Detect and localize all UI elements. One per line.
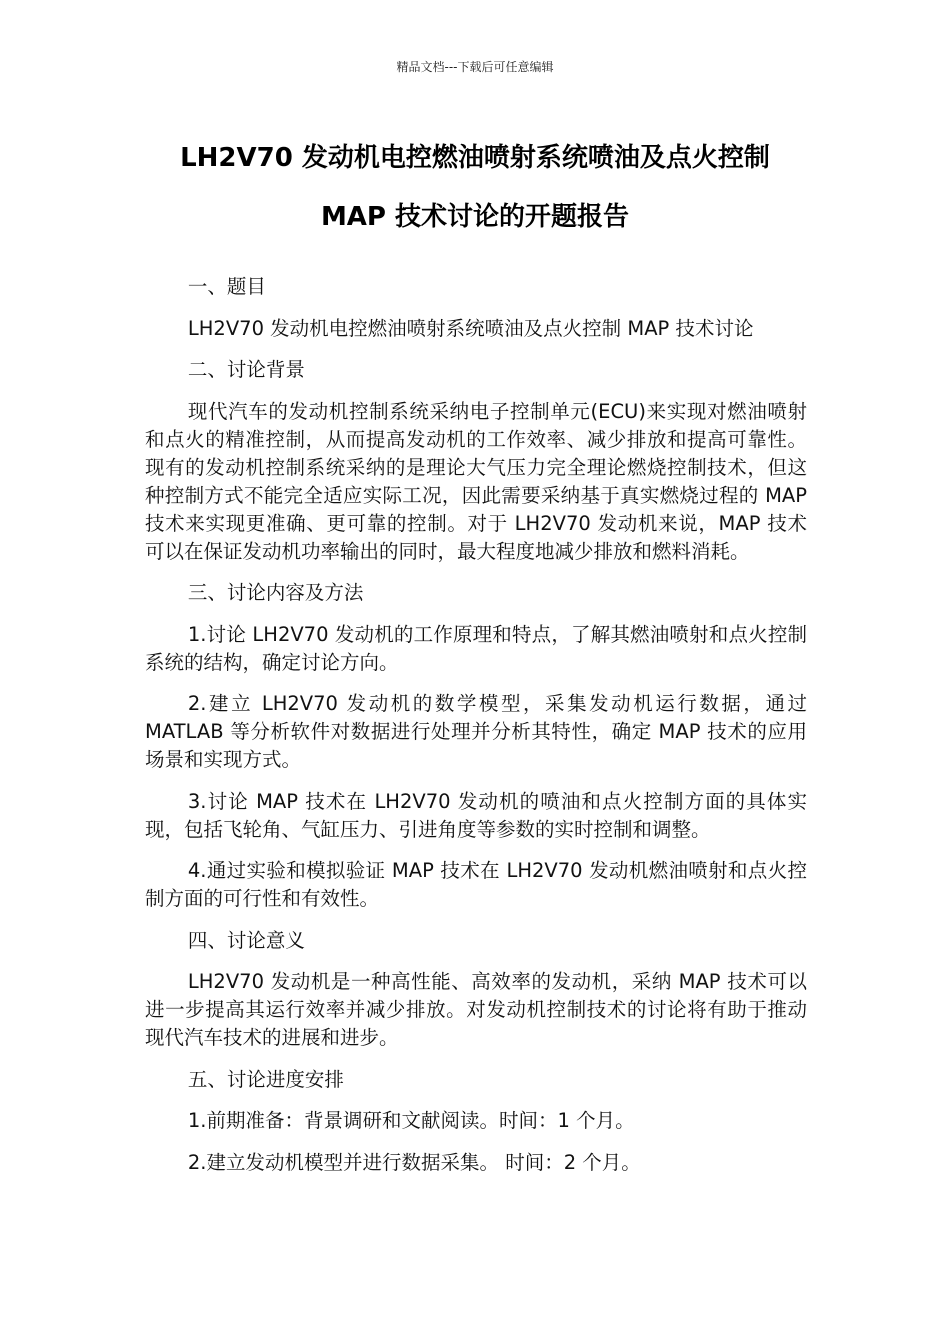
list-item: 3.讨论 MAP 技术在 LH2V70 发动机的喷油和点火控制方面的具体实现，包括飞轮角、气缸压力、引进角度等参数的实时控制和调整。 [145, 789, 807, 841]
list-item: 1.前期准备：背景调研和文献阅读。时间：1 个月。 [187, 1109, 635, 1132]
document-title-line-2: MAP 技术讨论的开题报告 [320, 202, 630, 232]
list-item: 4.通过实验和模拟验证 MAP 技术在 LH2V70 发动机燃油喷射和点火控制方面的可行性和有效性。 [145, 859, 807, 910]
list-item: 2.建立 LH2V70 发动机的数学模型，采集发动机运行数据，通过 MATLAB 等分析软件对数据进行处理并分析其特性，确定 MAP 技术的应用场景和实现方式。 [145, 692, 807, 771]
document-body [145, 273, 807, 1190]
background-paragraph: 现代汽车的发动机控制系统采纳电子控制单元(ECU)来实现对燃油喷射和点火的精准控制，从而提高发动机的工作效率、减少排放和提高可靠性。现有的发动机控制系统采纳的是理论大气压力完全理论燃烧控制技术，但这种控制方式不能完全适应实际工况，因此需要采纳基于真实燃烧过程的 MAP 技术来实现更准确、更可靠的控制。对于 LH2V70 发动机来说，MAP 技术可以在保证发动机功率输出的同时，最大程度地减少排放和燃料消耗。 [145, 399, 807, 563]
section-heading-schedule: 五、讨论进度安排 [187, 1067, 344, 1091]
list-item: 1.讨论 LH2V70 发动机的工作原理和特点，了解其燃油喷射和点火控制系统的结构，确定讨论方向。 [145, 622, 807, 674]
topic-text: LH2V70 发动机电控燃油喷射系统喷油及点火控制 MAP 技术讨论 [187, 316, 754, 340]
list-item: 2.建立发动机模型并进行数据采集。 时间：2 个月。 [187, 1150, 641, 1174]
page-header: 精品文档---下载后可任意编辑 [396, 60, 554, 74]
section-heading-topic: 一、题目 [187, 275, 266, 298]
section-heading-significance: 四、讨论意义 [187, 928, 305, 952]
significance-paragraph: LH2V70 发动机是一种高性能、高效率的发动机，采纳 MAP 技术可以进一步提高其运行效率并减少排放。对发动机控制技术的讨论将有助于推动现代汽车技术的进展和进步。 [145, 970, 807, 1049]
section-heading-background: 二、讨论背景 [187, 358, 305, 381]
document-title-line-1: LH2V70 发动机电控燃油喷射系统喷油及点火控制 [180, 143, 770, 173]
section-heading-content-methods: 三、讨论内容及方法 [187, 581, 364, 604]
